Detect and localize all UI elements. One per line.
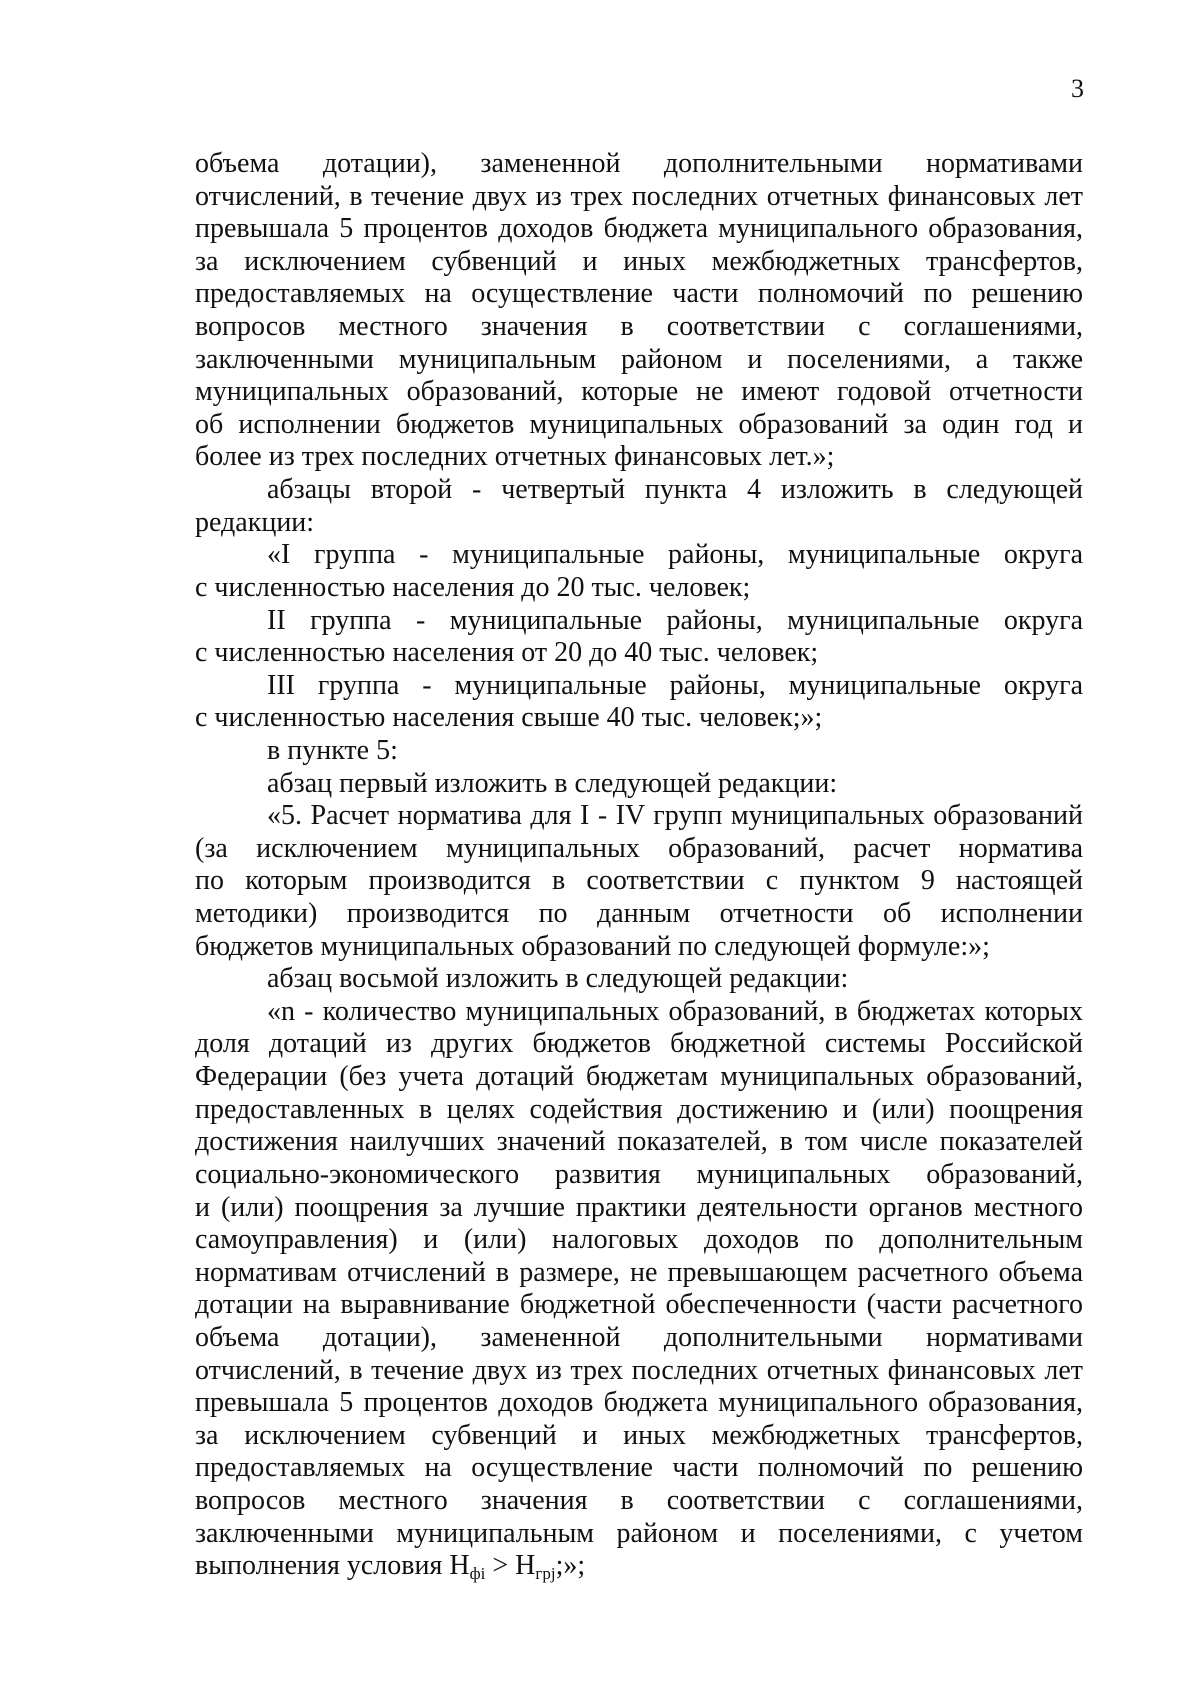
text-line: социально-экономического развития муниципальных образований, [195, 1158, 1083, 1190]
page-number: 3 [1071, 74, 1084, 103]
text-line: редакции: [195, 506, 315, 538]
text-line: предоставленных в целях содействия достижению и (или) поощрения [195, 1093, 1083, 1125]
text-line: объема дотации), замененной дополнительными нормативами [195, 148, 1083, 179]
formula-subscript-fi: фi [469, 1564, 486, 1584]
text-line: достижения наилучших значений показателей, в том числе показателей [195, 1126, 1083, 1158]
text-line: абзац восьмой изложить в следующей редакции: [267, 963, 849, 995]
text-line: превышала 5 процентов доходов бюджета муниципального образования, [195, 213, 1083, 245]
document-body [195, 148, 1083, 1583]
text-line: отчислений, в течение двух из трех последних отчетных финансовых лет [195, 1354, 1083, 1386]
text-line: в пункте 5: [267, 734, 398, 766]
text-line: более из трех последних отчетных финансовых лет.»; [195, 441, 835, 473]
text-line: с численностью населения до 20 тыс. человек; [195, 571, 751, 603]
text-line: абзацы второй - четвертый пункта 4 изложить в следующей [267, 474, 1083, 506]
text-line: II группа - муниципальные районы, муниципальные округа [267, 604, 1083, 636]
text-line: дотации на выравнивание бюджетной обеспеченности (части расчетного [195, 1289, 1083, 1321]
formula-suffix: ;»; [555, 1550, 586, 1582]
text-line: заключенными муниципальным районом и поселениями, а также [195, 343, 1083, 375]
formula-middle: > Н [485, 1550, 536, 1582]
text-line: доля дотаций из других бюджетов бюджетной системы Российской [195, 1028, 1083, 1060]
text-line: нормативам отчислений в размере, не превышающем расчетного объема [195, 1256, 1083, 1288]
text-line: заключенными муниципальным районом и поселениями, с учетом [195, 1517, 1083, 1549]
text-line: отчислений, в течение двух из трех последних отчетных финансовых лет [195, 180, 1083, 212]
text-line: вопросов местного значения в соответствии с соглашениями, [195, 1484, 1083, 1516]
text-line: «n - количество муниципальных образований, в бюджетах которых [267, 995, 1083, 1027]
text-line: и (или) поощрения за лучшие практики деятельности органов местного [195, 1191, 1083, 1223]
text-line: по которым производится в соответствии с пунктом 9 настоящей [195, 865, 1083, 897]
text-line: III группа - муниципальные районы, муниципальные округа [267, 669, 1083, 701]
formula-prefix: выполнения условия Н [195, 1550, 470, 1582]
text-line: вопросов местного значения в соответствии с соглашениями, [195, 311, 1083, 343]
text-line: об исполнении бюджетов муниципальных образований за один год и [195, 408, 1083, 440]
text-line: бюджетов муниципальных образований по следующей формуле:»; [195, 930, 990, 962]
text-line: с численностью населения свыше 40 тыс. человек;»; [195, 702, 823, 734]
text-line: (за исключением муниципальных образований, расчет норматива [195, 832, 1083, 864]
text-line: «5. Расчет норматива для I - IV групп муниципальных образований [267, 800, 1083, 832]
text-line: «I группа - муниципальные районы, муниципальные округа [267, 539, 1083, 571]
text-line: абзац первый изложить в следующей редакции: [267, 767, 838, 799]
text-line: за исключением субвенций и иных межбюджетных трансфертов, [195, 1419, 1083, 1451]
text-line: предоставляемых на осуществление части полномочий по решению [195, 1452, 1083, 1484]
text-line: методики) производится по данным отчетности об исполнении [195, 898, 1083, 930]
text-line: объема дотации), замененной дополнительными нормативами [195, 1321, 1083, 1353]
text-line: Федерации (без учета дотаций бюджетам муниципальных образований, [195, 1061, 1083, 1093]
formula-subscript-grj: грj [535, 1564, 556, 1584]
text-line: самоуправления) и (или) налоговых доходов по дополнительным [195, 1224, 1083, 1256]
text-line: за исключением субвенций и иных межбюджетных трансфертов, [195, 245, 1083, 277]
text-line: превышала 5 процентов доходов бюджета муниципального образования, [195, 1387, 1083, 1419]
text-line: предоставляемых на осуществление части полномочий по решению [195, 278, 1083, 310]
formula-line [195, 1550, 1083, 1583]
text-line: муниципальных образований, которые не имеют годовой отчетности [195, 376, 1083, 408]
text-line: с численностью населения от 20 до 40 тыс. человек; [195, 637, 819, 669]
